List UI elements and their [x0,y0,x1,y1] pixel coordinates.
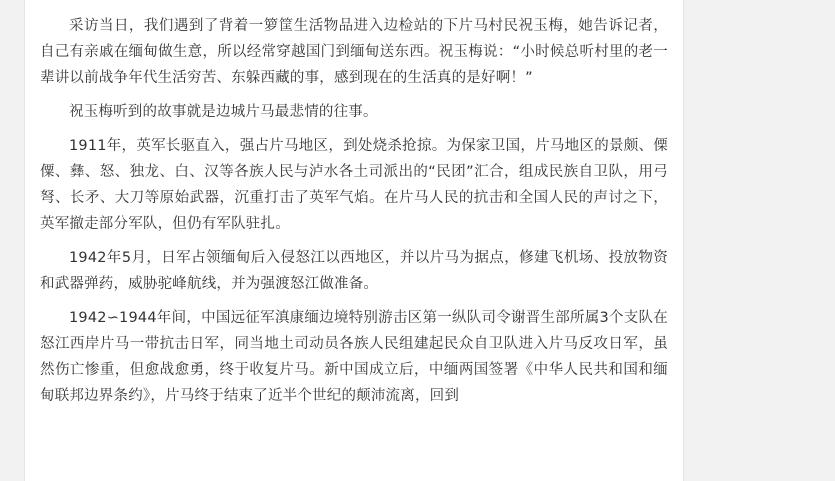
article-page [24,0,684,481]
article-paragraph: 祝玉梅听到的故事就是边城片马最悲情的往事。 [69,104,378,120]
article-paragraph: 1942∽1944年间，中国远征军滇康缅边境特别游击区第一纵队司令谢晋生部所属3个支队在怒江西岸片马一带抗击日军，同当地土司动员各族人民组建起民众自卫队进入片马反攻日军，虽然伤亡惨重，但愈战愈勇，终于收复片马。新中国成立后，中缅两国签署《中华人民共和国和缅甸联邦边界条约》，片马终于结束了近半个世纪的颠沛流离，回到 [40,310,668,404]
article-body [40,13,668,417]
article-paragraph: 采访当日，我们遇到了背着一箩筐生活物品进入边检站的下片马村民祝玉梅，她告诉记者，自己有亲戚在缅甸做生意，所以经常穿越国门到缅甸送东西。祝玉梅说：“小时候总听村里的老一辈讲以前战争年代生活穷苦、东躲西藏的事，感到现在的生活真的是好啊！” [40,18,668,86]
article-paragraph: 1942年5月，日军占领缅甸后入侵怒江以西地区，并以片马为据点，修建飞机场、投放物资和武器弹药，威胁驼峰航线，并为强渡怒江做准备。 [40,250,668,292]
article-paragraph: 1911年，英军长驱直入，强占片马地区，到处烧杀抢掠。为保家卫国，片马地区的景颇、傈僳、彝、怒、独龙、白、汉等各族人民与泸水各土司派出的“民团”汇合，组成民族自卫队，用弓弩、长矛、大刀等原始武器，沉重打击了英军气焰。在片马人民的抗击和全国人民的声讨之下，英军撤走部分军队，但仍有军队驻扎。 [40,138,668,232]
